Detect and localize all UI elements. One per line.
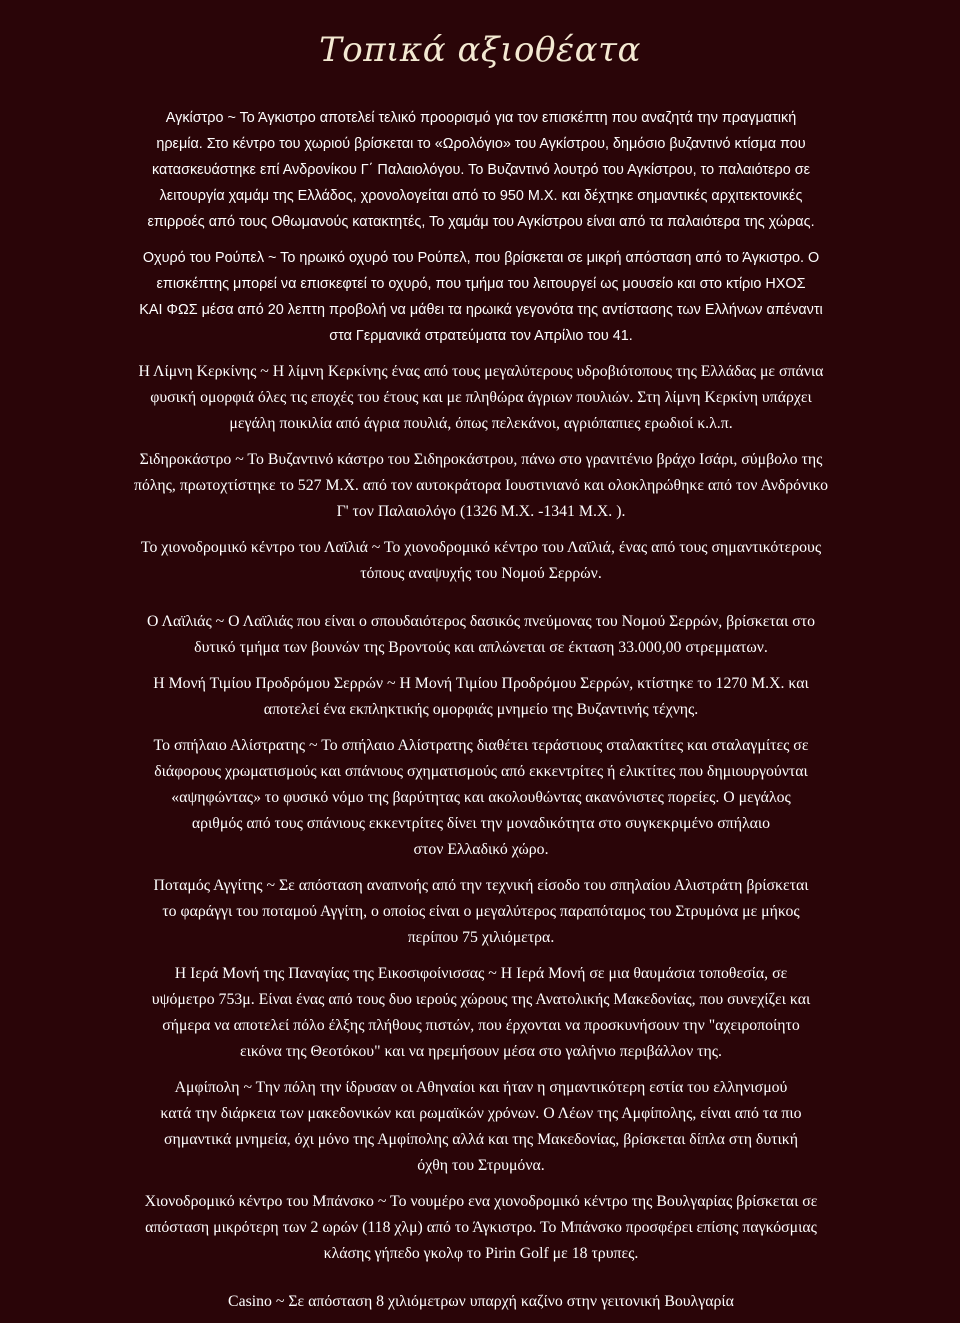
paragraph-line: ηρεμία. Στο κέντρο του χωριού βρίσκεται το «Ωρολόγιο» του Αγκίστρου, δημόσιο βυζαντινό κτίσμα που: [156, 136, 806, 152]
paragraph-line: μεγάλη ποικιλία από άγρια πουλιά, όπως πελεκάνοι, αγριόπαπιες ερωδιοί κ.λ.π.: [229, 415, 733, 432]
paragraph-line: Casino ~ Σε απόσταση 8 χιλιόμετρων υπαρχή καζίνο στην γειτονική Βουλγαρία: [228, 1293, 734, 1310]
paragraph-line: λειτουργία χαμάμ της Ελλάδος, χρονολογείται από το 950 Μ.Χ. και δέχτηκε σημαντικές αρχιτεκτονικές: [159, 188, 803, 204]
paragraph-line: Αμφίπολη ~ Την πόλη την ίδρυσαν οι Αθηναίοι και ήταν η σημαντικότερη εστία του ελληνισμού: [174, 1079, 788, 1096]
attraction-paragraph: [22, 1289, 940, 1315]
paragraph-line: φυσική ομορφιά όλες τις εποχές του έτους και με πληθώρα άγριων πουλιών. Στη λίμνη Κερκίνη υπάρχει: [150, 389, 812, 406]
paragraph-line: «αψηφώντας» το φυσικό νόμο της βαρύτητας και ακολουθώντας ακανόνιστες πορείες. Ο μεγάλος: [171, 789, 791, 806]
page-title: Τοπικά αξιοθέατα: [319, 30, 641, 70]
attraction-paragraph: [22, 961, 940, 1065]
paragraph-line: Ποταμός Αγγίτης ~ Σε απόσταση αναπνοής από την τεχνική είσοδο του σπηλαίου Αλιστράτη βρίσκεται: [153, 877, 809, 894]
paragraph-line: δυτικό τμήμα των βουνών της Βροντούς και απλώνεται σε έκταση 33.000,00 στρεμματων.: [194, 639, 768, 656]
paragraph-line: κλάσης γήπεδο γκολφ το Pirin Golf με 18 τρυπες.: [323, 1245, 639, 1262]
paragraph-line: κατασκευάστηκε επί Ανδρονίκου Γ΄ Παλαιολόγου. Το Βυζαντινό λουτρό του Αγκίστρου, το παλαιότερο σε: [151, 162, 811, 178]
paragraph-line: Χιονοδρομικό κέντρο του Μπάνσκο ~ Το νουμέρο ενα χιονοδρομικό κέντρο της Βουλγαρίας βρίσκεται σε: [144, 1193, 818, 1210]
attraction-paragraph: [22, 1075, 940, 1179]
paragraph-line: Το σπήλαιο Αλίστρατης ~ Το σπήλαιο Αλίστρατης διαθέτει τεράστιους σταλακτίτες και σταλαγμίτες σε: [153, 737, 809, 754]
paragraph-line: Σιδηροκάστρο ~ Το Βυζαντινό κάστρο του Σιδηροκάστρου, πάνω στο γρανιτένιο βράχο Ισάρι, σύμβολο της: [139, 451, 823, 468]
attraction-paragraph: [22, 359, 940, 437]
paragraph-line: στον Ελλαδικό χώρο.: [413, 841, 549, 858]
paragraph-line: τόπους αναψυχής του Νομού Σερρών.: [360, 565, 602, 582]
paragraph-line: πόλης, πρωτοχτίστηκε το 527 Μ.Χ. από τον αυτοκράτορα Ιουστινιανό και ολοκληρώθηκε από τον Ανδρόνικο: [134, 477, 828, 494]
attraction-paragraph: [22, 245, 940, 349]
paragraph-line: απόσταση μικρότερη των 2 ωρών (118 χλμ) από το Άγκιστρο. Το Μπάνσκο προσφέρει επίσης παγκόσμιας: [145, 1219, 817, 1236]
paragraph-line: αριθμός από τους σπάνιους εκκεντρίτες δίνει την μοναδικότητα στο συγκεκριμένο σπήλαιο: [191, 815, 771, 832]
paragraph-line: Το χιονοδρομικό κέντρο του Λαϊλιά ~ Το χιονοδρομικό κέντρο του Λαϊλιά, ένας από τους σημαντικότερους: [140, 539, 822, 556]
attraction-paragraph: [22, 733, 940, 863]
paragraph-line: στα Γερμανικά στρατεύματα τον Απρίλιο του 41.: [329, 328, 633, 344]
attraction-paragraph: [22, 1189, 940, 1267]
paragraph-line: περίπου 75 χιλιόμετρα.: [407, 929, 555, 946]
paragraph-line: σήμερα να αποτελεί πόλο έλξης πλήθους πιστών, που έρχονται να προσκυνήσουν την "αχειροποίητο: [162, 1017, 800, 1034]
attraction-paragraph: [22, 609, 940, 661]
attraction-paragraph: [22, 671, 940, 723]
paragraph-line: Η Μονή Τιμίου Προδρόμου Σερρών ~ Η Μονή Τιμίου Προδρόμου Σερρών, κτίστηκε το 1270 Μ.Χ. και: [153, 675, 809, 692]
paragraph-line: Οχυρό του Ρούπελ ~ Το ηρωικό οχυρό του Ρούπελ, που βρίσκεται σε μικρή απόσταση από το Άγκιστρο. Ο: [142, 250, 820, 266]
paragraph-line: σημαντικά μνημεία, όχι μόνο της Αμφίπολης αλλά και της Μακεδονίας, βρίσκεται δίπλα στη δυτική: [163, 1131, 799, 1148]
paragraph-line: αποτελεί ένα εκπληκτικής ομορφιάς μνημείο της Βυζαντινής τέχνης.: [263, 701, 699, 718]
paragraph-line: υψόμετρο 753μ. Είναι ένας από τους δυο ιερούς χώρους της Ανατολικής Μακεδονίας, που συνεχίζει και: [151, 991, 811, 1008]
paragraph-line: Η Λίμνη Κερκίνης ~ Η λίμνη Κερκίνης ένας από τους μεγαλύτερους υδροβιότοπους της Ελλάδας με σπάνια: [138, 363, 824, 380]
paragraph-line: όχθη του Στρυμόνα.: [417, 1157, 545, 1174]
paragraph-line: Αγκίστρο ~ Το Άγκιστρο αποτελεί τελικό προορισμό για τον επισκέπτη που αναζητά την πραγματική: [165, 110, 797, 126]
paragraph-line: Ο Λαϊλιάς ~ Ο Λαϊλιάς που είναι ο σπουδαιότερος δασικός πνεύμονας του Νομού Σερρών, βρίσκεται στο: [147, 613, 815, 630]
attraction-paragraph: [22, 105, 940, 235]
paragraph-line: εικόνα της Θεοτόκου" και να ηρεμήσουν μέσα στο γαλήνιο περιβάλλον της.: [239, 1043, 722, 1060]
paragraph-line: κατά την διάρκεια των μακεδονικών και ρωμαϊκών χρόνων. Ο Λέων της Αμφίπολης, είναι από τα πιο: [160, 1105, 802, 1122]
paragraph-line: επιρροές από τους Οθωμανούς κατακτητές, Το χαμάμ του Αγκίστρου είναι από τα παλαιότερα της χώρας.: [147, 214, 815, 230]
paragraph-line: ΚΑΙ ΦΩΣ μέσα από 20 λεπτη προβολή να μάθει τα ηρωικά γεγονότα της αντίστασης των Ελλήνων απέναντι: [139, 302, 823, 318]
paragraph-line: Η Ιερά Μονή της Παναγίας της Εικοσιφοίνισσας ~ Η Ιερά Μονή σε μια θαυμάσια τοποθεσία, σε: [174, 965, 788, 982]
attractions-list: [22, 95, 940, 1315]
paragraph-line: το φαράγγι του ποταμού Αγγίτη, ο οποίος είναι ο μεγαλύτερος παραπόταμος του Στρυμόνα με μήκος: [162, 903, 800, 920]
attraction-paragraph: [22, 535, 940, 587]
paragraph-line: Γ' τον Παλαιολόγο (1326 Μ.Χ. -1341 Μ.Χ. ).: [336, 503, 626, 520]
attraction-paragraph: [22, 873, 940, 951]
paragraph-line: επισκέπτης μπορεί να επισκεφτεί το οχυρό, που τμήμα του λειτουργεί ως μουσείο και στο κτίριο ΗΧΟΣ: [156, 276, 806, 292]
paragraph-line: διάφορους χρωματισμούς και σπάνιους σχηματισμούς από εκκεντρίτες ή ελικτίτες που δημιουργούνται: [154, 763, 808, 780]
attraction-paragraph: [22, 447, 940, 525]
